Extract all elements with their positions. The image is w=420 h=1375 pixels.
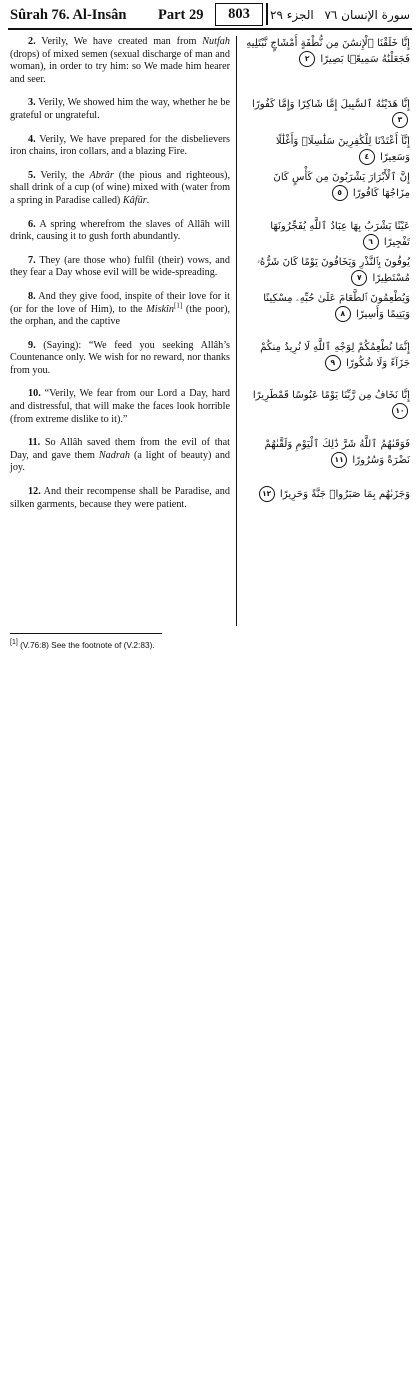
verse-row: [8, 486, 412, 511]
verse-text: (a light of beauty) and joy.: [10, 449, 231, 474]
part-label: Part 29: [158, 7, 204, 23]
verse-number: 4.: [28, 133, 36, 145]
verse-arabic: [244, 291, 410, 322]
verse-arabic: [244, 340, 410, 371]
footnote: [10, 640, 410, 650]
verse-text: Verily, We have prepared for the disbelievers iron chains, iron collars, and a blazing Fire.: [10, 133, 230, 158]
verse-text: And they give food, inspite of their love for it (or for the love of Him), to the: [10, 290, 230, 315]
arabic-text: إِنَّمَا نُطْعِمُكُمْ لِوَجْهِ ٱللَّهِ لَا نُرِيدُ مِنكُمْ جَزَآءً وَلَا شُكُورًا: [260, 341, 410, 369]
verse-term: Miskîn: [146, 303, 174, 315]
verse-text: They (are those who) fulfil (their) vows, and they fear a Day whose evil will be wide-spreading.: [10, 254, 230, 279]
verse-text: Verily, the: [40, 169, 90, 181]
verse-term: Abrâr: [89, 169, 114, 181]
verse-arabic: [244, 170, 410, 201]
verse-english: [8, 97, 230, 122]
verse-text: (the pious and righteous), shall drink of a cup (of wine) mixed with (water from a spring in Paradise called): [10, 169, 230, 206]
column-divider: [236, 36, 237, 626]
verse-text: Verily, We have created man from: [41, 36, 203, 47]
verse-row: [8, 254, 412, 284]
verse-english: [8, 170, 230, 208]
verse-number: 10.: [28, 388, 41, 400]
ayah-number-mark: ١٠: [392, 403, 408, 419]
verse-english: [8, 437, 230, 475]
verse-row: [8, 36, 412, 86]
surah-title-arabic: سورة الإنسان ٧٦: [324, 8, 410, 22]
ayah-number-mark: ٦: [363, 234, 379, 250]
verse-number: 6.: [28, 218, 36, 230]
verse-text: And their recompense shall be Paradise, and silken garments, because they were patient.: [10, 486, 230, 510]
arabic-text: وَجَزَىٰهُم بِمَا صَبَرُوا۟ جَنَّةً وَحَرِيرًا: [279, 489, 410, 501]
verse-text: (the poor), the orphan, and the captive: [10, 303, 231, 328]
arabic-text: إِنَّا نَخَافُ مِن رَّبِّنَا يَوْمًا عَبُوسًا قَمْطَرِيرًا: [252, 390, 410, 402]
verse-row: [8, 170, 412, 208]
verse-english: [8, 291, 230, 329]
ayah-number-mark: ١٢: [259, 486, 275, 502]
footnote-rule: [10, 633, 162, 634]
ayah-number-mark: ٤: [359, 149, 375, 165]
verse-row: [8, 218, 412, 248]
verse-term: Nutfah: [202, 36, 230, 47]
verse-english: [8, 388, 230, 426]
verse-text: “Verily, We fear from our Lord a Day, hard and distressful, that will make the faces look horrible (from extreme dislike to it).”: [10, 388, 231, 425]
header-separator: [266, 3, 268, 25]
juz-label-arabic: الجزء ٢٩: [270, 8, 314, 22]
verse-text: (Saying): “We feed you seeking Allâh’s Countenance only. We wish for no reward, nor thanks from you.: [10, 339, 230, 376]
footnote-text: (V.76:8) See the footnote of (V.2:83).: [17, 640, 155, 650]
verse-english: [8, 340, 230, 378]
verse-arabic: [244, 255, 410, 286]
ayah-number-mark: ٨: [335, 306, 351, 322]
verse-text: .: [146, 194, 150, 206]
verse-arabic: [244, 36, 410, 67]
verse-number: 11.: [28, 437, 41, 449]
page-number-box: 803: [215, 3, 263, 26]
arabic-text: فَوَقَىٰهُمُ ٱللَّهُ شَرَّ ذَٰلِكَ ٱلْيَوْمِ وَلَقَّىٰهُمْ نَضْرَةً وَسُرُورًا: [264, 439, 410, 467]
verse-english: [8, 219, 230, 244]
verse-term: Kâfûr: [122, 194, 147, 206]
verse-term: Nadrah: [98, 449, 131, 461]
verse-arabic: [244, 388, 410, 419]
verse-text: (drops) of mixed semen (sexual discharge of man and woman), in order to try him: so We made him hearer and seer.: [10, 48, 230, 85]
arabic-text: إِنَّا هَدَيْنَٰهُ ٱلسَّبِيلَ إِمَّا شَاكِرًا وَإِمَّا كَفُورًا: [252, 99, 410, 111]
verses-body: [8, 36, 412, 650]
arabic-text: يُوفُونَ بِٱلنَّذْرِ وَيَخَافُونَ يَوْمًا كَانَ شَرُّهُۥ مُسْتَطِيرًا: [257, 256, 410, 284]
arabic-text: إِنَّ ٱلْأَبْرَارَ يَشْرَبُونَ مِن كَأْسٍ كَانَ مِزَاجُهَا كَافُورًا: [273, 171, 410, 199]
arabic-text: إِنَّا خَلَقْنَا ٱلْإِنسَٰنَ مِن نُّطْفَةٍ أَمْشَاجٍ نَّبْتَلِيهِ فَجَعَلْنَٰهُ سَمِيعًۢا بَصِيرًا: [246, 38, 410, 65]
surah-title-english: Sûrah 76. Al-Insân: [10, 7, 127, 23]
page-header: [8, 6, 412, 30]
ayah-number-mark: ٢: [299, 51, 315, 67]
footnote-marker: [1]: [10, 639, 18, 647]
verse-arabic: [244, 437, 410, 468]
verse-number: 3.: [28, 97, 36, 109]
arabic-text: عَيْنًا يَشْرَبُ بِهَا عِبَادُ ٱللَّهِ يُفَجِّرُونَهَا تَفْجِيرًا: [270, 220, 410, 248]
verse-arabic: [244, 97, 410, 128]
verse-row: [8, 388, 412, 426]
ayah-number-mark: ٣: [392, 112, 408, 128]
verse-number: 7.: [28, 254, 36, 266]
arabic-text: وَيُطْعِمُونَ ٱلطَّعَامَ عَلَىٰ حُبِّهِۦ مِسْكِينًا وَيَتِيمًا وَأَسِيرًا: [263, 292, 410, 320]
ayah-number-mark: ١١: [331, 452, 347, 468]
verse-row: [8, 340, 412, 378]
arabic-text: إِنَّآ أَعْتَدْنَا لِلْكَٰفِرِينَ سَلَٰسِلَا۟ وَأَغْلَٰلًا وَسَعِيرًا: [275, 135, 410, 163]
verse-arabic: [244, 486, 410, 502]
verse-row: [8, 437, 412, 475]
verse-arabic: [244, 134, 410, 165]
verse-text: A spring wherefrom the slaves of Allâh will drink, causing it to gush forth abundantly.: [10, 218, 231, 243]
verse-english: [8, 36, 230, 86]
page: [8, 6, 412, 650]
ayah-number-mark: ٧: [351, 270, 367, 286]
verse-english: [8, 255, 230, 280]
verse-text: So Allâh saved them from the evil of that Day, and gave them: [10, 437, 231, 461]
verse-arabic: [244, 219, 410, 250]
ayah-number-mark: ٥: [332, 185, 348, 201]
verse-number: 12.: [28, 486, 41, 498]
verse-english: [8, 134, 230, 159]
verse-number: 2.: [28, 36, 36, 47]
verse-number: 9.: [28, 339, 36, 351]
verse-text: Verily, We showed him the way, whether he be grateful or ungrateful.: [10, 97, 230, 121]
ayah-number-mark: ٩: [325, 355, 341, 371]
verse-number: 5.: [28, 169, 36, 181]
verse-row: [8, 97, 412, 125]
verse-row: [8, 133, 412, 163]
verse-number: 8.: [28, 290, 36, 302]
verse-english: [8, 486, 230, 511]
verse-row: [8, 291, 412, 329]
footnote-ref: [1]: [173, 301, 183, 310]
